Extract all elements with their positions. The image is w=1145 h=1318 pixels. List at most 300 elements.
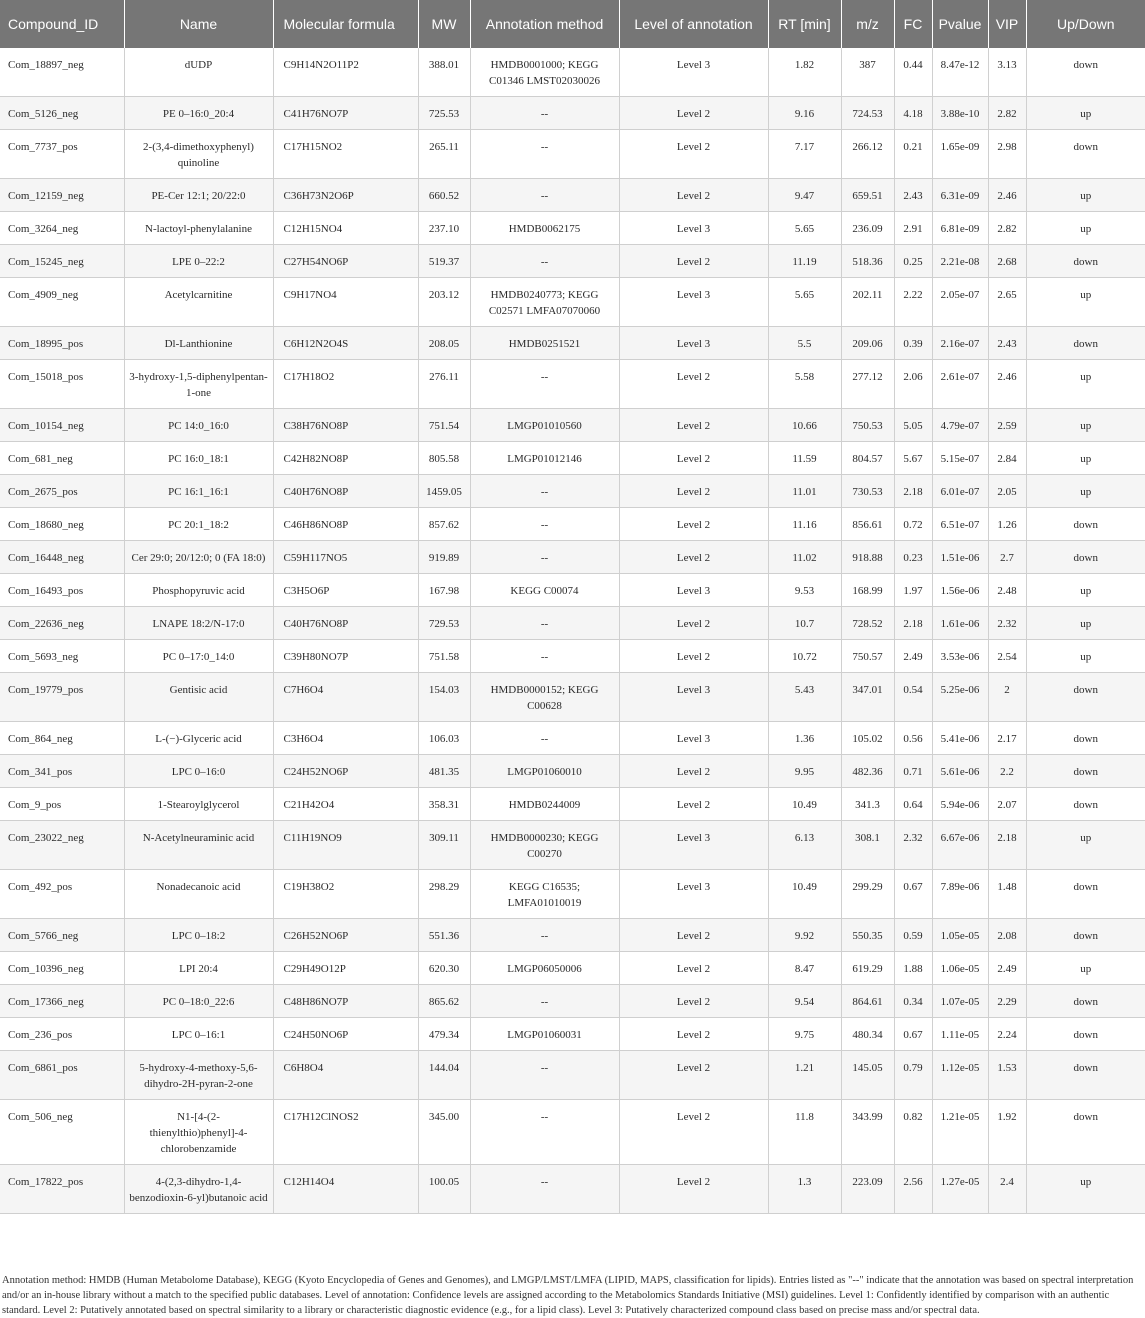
cell-rt: 1.21 [768,1051,841,1100]
cell-compound-id: Com_15245_neg [0,245,124,278]
cell-annotation-method: KEGG C16535; LMFA01010019 [470,870,619,919]
cell-annotation-method: HMDB0244009 [470,788,619,821]
table-row [0,985,1145,1018]
cell-annotation-method: LMGP01010560 [470,409,619,442]
cell-compound-id: Com_6861_pos [0,1051,124,1100]
cell-mz: 750.53 [841,409,894,442]
cell-name: PC 0–17:0_14:0 [124,640,273,673]
cell-mw: 865.62 [418,985,470,1018]
table-row [0,442,1145,475]
cell-name: 2-(3,4-dimethoxyphenyl) quinoline [124,130,273,179]
cell-vip: 2 [988,673,1026,722]
cell-vip: 2.59 [988,409,1026,442]
cell-rt: 5.65 [768,278,841,327]
cell-rt: 11.19 [768,245,841,278]
cell-rt: 9.92 [768,919,841,952]
cell-level-of-annotation: Level 2 [619,952,768,985]
cell-fc: 0.54 [894,673,932,722]
cell-up-down: down [1026,870,1145,919]
cell-vip: 2.07 [988,788,1026,821]
cell-mw: 106.03 [418,722,470,755]
cell-mw: 729.53 [418,607,470,640]
cell-pvalue: 1.27e-05 [932,1165,988,1214]
cell-pvalue: 1.07e-05 [932,985,988,1018]
cell-fc: 0.71 [894,755,932,788]
cell-mw: 237.10 [418,212,470,245]
cell-pvalue: 6.67e-06 [932,821,988,870]
cell-pvalue: 1.12e-05 [932,1051,988,1100]
cell-fc: 2.22 [894,278,932,327]
cell-annotation-method: HMDB0062175 [470,212,619,245]
table-row [0,327,1145,360]
table-row [0,755,1145,788]
cell-fc: 4.18 [894,97,932,130]
cell-vip: 2.2 [988,755,1026,788]
cell-fc: 0.82 [894,1100,932,1165]
cell-level-of-annotation: Level 2 [619,788,768,821]
header-level-of-annotation: Level of annotation [619,0,768,48]
cell-fc: 5.05 [894,409,932,442]
cell-vip: 2.46 [988,360,1026,409]
cell-pvalue: 4.79e-07 [932,409,988,442]
cell-fc: 0.67 [894,1018,932,1051]
table-row [0,919,1145,952]
cell-mz: 299.29 [841,870,894,919]
table-body [0,48,1145,1214]
table-row [0,821,1145,870]
cell-compound-id: Com_16448_neg [0,541,124,574]
cell-vip: 2.29 [988,985,1026,1018]
cell-fc: 0.56 [894,722,932,755]
header-row [0,0,1145,48]
cell-fc: 2.43 [894,179,932,212]
cell-pvalue: 1.05e-05 [932,919,988,952]
cell-name: PC 16:0_18:1 [124,442,273,475]
cell-mz: 105.02 [841,722,894,755]
table-row [0,607,1145,640]
cell-pvalue: 1.61e-06 [932,607,988,640]
cell-mw: 203.12 [418,278,470,327]
cell-vip: 2.18 [988,821,1026,870]
cell-fc: 2.49 [894,640,932,673]
cell-molecular-formula: C6H8O4 [273,1051,418,1100]
cell-mz: 918.88 [841,541,894,574]
cell-vip: 2.98 [988,130,1026,179]
cell-annotation-method: HMDB0001000; KEGG C01346 LMST02030026 [470,48,619,97]
cell-compound-id: Com_4909_neg [0,278,124,327]
cell-vip: 2.49 [988,952,1026,985]
cell-fc: 0.44 [894,48,932,97]
cell-molecular-formula: C17H18O2 [273,360,418,409]
cell-rt: 5.58 [768,360,841,409]
table-row [0,48,1145,97]
cell-vip: 2.43 [988,327,1026,360]
cell-mw: 298.29 [418,870,470,919]
cell-level-of-annotation: Level 2 [619,919,768,952]
cell-compound-id: Com_492_pos [0,870,124,919]
cell-annotation-method: -- [470,1165,619,1214]
cell-level-of-annotation: Level 2 [619,541,768,574]
cell-mw: 751.54 [418,409,470,442]
cell-annotation-method: LMGP01060010 [470,755,619,788]
cell-rt: 11.8 [768,1100,841,1165]
cell-molecular-formula: C17H12ClNOS2 [273,1100,418,1165]
cell-up-down: down [1026,327,1145,360]
cell-name: 5-hydroxy-4-methoxy-5,6-dihydro-2H-pyran-2-one [124,1051,273,1100]
cell-annotation-method: HMDB0251521 [470,327,619,360]
cell-molecular-formula: C12H15NO4 [273,212,418,245]
cell-level-of-annotation: Level 2 [619,409,768,442]
cell-up-down: up [1026,360,1145,409]
cell-mz: 343.99 [841,1100,894,1165]
cell-annotation-method: -- [470,1051,619,1100]
cell-mw: 551.36 [418,919,470,952]
table-row [0,1051,1145,1100]
cell-level-of-annotation: Level 3 [619,48,768,97]
table-row [0,475,1145,508]
cell-mz: 728.52 [841,607,894,640]
cell-mz: 864.61 [841,985,894,1018]
cell-mw: 725.53 [418,97,470,130]
table-row [0,1100,1145,1165]
cell-rt: 9.16 [768,97,841,130]
cell-vip: 2.54 [988,640,1026,673]
cell-mz: 145.05 [841,1051,894,1100]
cell-fc: 1.97 [894,574,932,607]
header-name: Name [124,0,273,48]
cell-compound-id: Com_681_neg [0,442,124,475]
cell-fc: 1.88 [894,952,932,985]
cell-name: Gentisic acid [124,673,273,722]
cell-level-of-annotation: Level 2 [619,607,768,640]
cell-fc: 0.79 [894,1051,932,1100]
cell-up-down: down [1026,508,1145,541]
cell-annotation-method: -- [470,607,619,640]
table-footnote: Annotation method: HMDB (Human Metabolome Database), KEGG (Kyoto Encyclopedia of Genes and Genomes), and LMGP/LMST/LMFA (LIPID, MAPS, classification for lipids). Entries listed as "--" indicate that the annotation was based on spectral interpretation and/or an in-house library without a match to the specified public databases. Level of annotation: Confidence levels are assigned according to the Metabolomics Standards Initiative (MSI) guidelines. Level 1: Confidently identified by comparison with an authentic standard. Level 2: Putatively annotated based on spectral similarity to a library or characteristic diagnostic evidence (e.g., for a lipid class). Level 3: Putatively characterized compound class based on precise mass and/or spectral data. [2,1275,1134,1316]
cell-rt: 11.01 [768,475,841,508]
cell-fc: 2.18 [894,475,932,508]
cell-level-of-annotation: Level 2 [619,640,768,673]
cell-vip: 2.68 [988,245,1026,278]
table-row [0,722,1145,755]
cell-annotation-method: LMGP01012146 [470,442,619,475]
cell-fc: 0.25 [894,245,932,278]
cell-vip: 2.7 [988,541,1026,574]
cell-pvalue: 5.41e-06 [932,722,988,755]
cell-vip: 2.46 [988,179,1026,212]
cell-vip: 3.13 [988,48,1026,97]
cell-rt: 9.54 [768,985,841,1018]
cell-annotation-method: HMDB0000230; KEGG C00270 [470,821,619,870]
cell-annotation-method: HMDB0240773; KEGG C02571 LMFA07070060 [470,278,619,327]
cell-molecular-formula: C6H12N2O4S [273,327,418,360]
cell-level-of-annotation: Level 2 [619,245,768,278]
header-pvalue: Pvalue [932,0,988,48]
cell-level-of-annotation: Level 2 [619,985,768,1018]
cell-name: PC 20:1_18:2 [124,508,273,541]
cell-fc: 0.23 [894,541,932,574]
cell-molecular-formula: C46H86NO8P [273,508,418,541]
cell-mw: 208.05 [418,327,470,360]
cell-molecular-formula: C3H5O6P [273,574,418,607]
cell-molecular-formula: C42H82NO8P [273,442,418,475]
cell-mz: 308.1 [841,821,894,870]
cell-mz: 619.29 [841,952,894,985]
cell-mz: 347.01 [841,673,894,722]
cell-annotation-method: KEGG C00074 [470,574,619,607]
cell-vip: 1.48 [988,870,1026,919]
cell-up-down: up [1026,574,1145,607]
cell-name: 4-(2,3-dihydro-1,4-benzodioxin-6-yl)butanoic acid [124,1165,273,1214]
cell-up-down: up [1026,952,1145,985]
cell-fc: 0.64 [894,788,932,821]
cell-mw: 388.01 [418,48,470,97]
cell-level-of-annotation: Level 2 [619,755,768,788]
cell-mw: 358.31 [418,788,470,821]
cell-up-down: up [1026,212,1145,245]
cell-up-down: up [1026,1165,1145,1214]
cell-level-of-annotation: Level 3 [619,821,768,870]
cell-pvalue: 1.51e-06 [932,541,988,574]
cell-pvalue: 6.01e-07 [932,475,988,508]
cell-fc: 5.67 [894,442,932,475]
cell-annotation-method: -- [470,475,619,508]
cell-vip: 2.05 [988,475,1026,508]
cell-rt: 10.49 [768,788,841,821]
cell-rt: 11.16 [768,508,841,541]
cell-rt: 10.49 [768,870,841,919]
cell-level-of-annotation: Level 2 [619,360,768,409]
cell-mz: 518.36 [841,245,894,278]
cell-level-of-annotation: Level 3 [619,870,768,919]
cell-mw: 265.11 [418,130,470,179]
cell-vip: 2.82 [988,212,1026,245]
cell-up-down: down [1026,1051,1145,1100]
cell-fc: 0.72 [894,508,932,541]
cell-name: Dl-Lanthionine [124,327,273,360]
cell-compound-id: Com_10154_neg [0,409,124,442]
cell-rt: 1.36 [768,722,841,755]
cell-pvalue: 1.21e-05 [932,1100,988,1165]
table-row [0,673,1145,722]
cell-level-of-annotation: Level 2 [619,1100,768,1165]
cell-mz: 750.57 [841,640,894,673]
header-up-down: Up/Down [1026,0,1145,48]
cell-pvalue: 1.65e-09 [932,130,988,179]
header-compound-id: Compound_ID [0,0,124,48]
cell-rt: 10.66 [768,409,841,442]
cell-up-down: down [1026,130,1145,179]
cell-name: LPC 0–18:2 [124,919,273,952]
cell-pvalue: 1.06e-05 [932,952,988,985]
cell-pvalue: 1.56e-06 [932,574,988,607]
cell-rt: 9.47 [768,179,841,212]
cell-vip: 2.08 [988,919,1026,952]
header-vip: VIP [988,0,1026,48]
cell-vip: 2.48 [988,574,1026,607]
cell-annotation-method: -- [470,985,619,1018]
cell-annotation-method: -- [470,130,619,179]
cell-pvalue: 5.61e-06 [932,755,988,788]
cell-vip: 2.32 [988,607,1026,640]
cell-level-of-annotation: Level 2 [619,130,768,179]
cell-mw: 1459.05 [418,475,470,508]
cell-compound-id: Com_18897_neg [0,48,124,97]
cell-up-down: down [1026,788,1145,821]
cell-mw: 479.34 [418,1018,470,1051]
cell-compound-id: Com_5766_neg [0,919,124,952]
cell-level-of-annotation: Level 2 [619,442,768,475]
cell-level-of-annotation: Level 2 [619,508,768,541]
cell-annotation-method: -- [470,360,619,409]
header-mz: m/z [841,0,894,48]
cell-molecular-formula: C19H38O2 [273,870,418,919]
cell-mz: 856.61 [841,508,894,541]
cell-up-down: up [1026,607,1145,640]
cell-mz: 482.36 [841,755,894,788]
cell-mz: 659.51 [841,179,894,212]
cell-up-down: up [1026,179,1145,212]
cell-pvalue: 5.15e-07 [932,442,988,475]
header-annotation-method: Annotation method [470,0,619,48]
cell-up-down: down [1026,1018,1145,1051]
cell-mz: 804.57 [841,442,894,475]
cell-name: LNAPE 18:2/N-17:0 [124,607,273,640]
cell-up-down: down [1026,245,1145,278]
table-row [0,1018,1145,1051]
cell-level-of-annotation: Level 3 [619,327,768,360]
table-row [0,640,1145,673]
cell-fc: 2.18 [894,607,932,640]
cell-mw: 309.11 [418,821,470,870]
cell-molecular-formula: C26H52NO6P [273,919,418,952]
cell-name: dUDP [124,48,273,97]
cell-rt: 9.95 [768,755,841,788]
cell-compound-id: Com_19779_pos [0,673,124,722]
cell-pvalue: 2.21e-08 [932,245,988,278]
cell-level-of-annotation: Level 2 [619,475,768,508]
cell-name: LPC 0–16:1 [124,1018,273,1051]
cell-pvalue: 2.16e-07 [932,327,988,360]
cell-molecular-formula: C40H76NO8P [273,607,418,640]
cell-vip: 2.4 [988,1165,1026,1214]
cell-annotation-method: -- [470,541,619,574]
cell-molecular-formula: C12H14O4 [273,1165,418,1214]
cell-annotation-method: -- [470,640,619,673]
cell-mz: 209.06 [841,327,894,360]
cell-mz: 730.53 [841,475,894,508]
cell-mz: 341.3 [841,788,894,821]
cell-compound-id: Com_341_pos [0,755,124,788]
cell-name: LPI 20:4 [124,952,273,985]
cell-level-of-annotation: Level 3 [619,212,768,245]
cell-level-of-annotation: Level 2 [619,1018,768,1051]
cell-mw: 857.62 [418,508,470,541]
cell-molecular-formula: C39H80NO7P [273,640,418,673]
cell-compound-id: Com_18680_neg [0,508,124,541]
cell-name: LPC 0–16:0 [124,755,273,788]
cell-level-of-annotation: Level 3 [619,722,768,755]
cell-mz: 168.99 [841,574,894,607]
cell-rt: 8.47 [768,952,841,985]
cell-annotation-method: HMDB0000152; KEGG C00628 [470,673,619,722]
cell-up-down: up [1026,640,1145,673]
cell-molecular-formula: C24H52NO6P [273,755,418,788]
cell-name: PC 16:1_16:1 [124,475,273,508]
table-row [0,179,1145,212]
cell-fc: 0.34 [894,985,932,1018]
cell-compound-id: Com_9_pos [0,788,124,821]
cell-molecular-formula: C9H14N2O11P2 [273,48,418,97]
cell-annotation-method: -- [470,722,619,755]
cell-molecular-formula: C38H76NO8P [273,409,418,442]
cell-compound-id: Com_7737_pos [0,130,124,179]
cell-pvalue: 6.51e-07 [932,508,988,541]
cell-vip: 2.24 [988,1018,1026,1051]
table-row [0,952,1145,985]
cell-compound-id: Com_3264_neg [0,212,124,245]
cell-molecular-formula: C24H50NO6P [273,1018,418,1051]
cell-mz: 223.09 [841,1165,894,1214]
cell-molecular-formula: C40H76NO8P [273,475,418,508]
cell-annotation-method: -- [470,97,619,130]
table-row [0,130,1145,179]
cell-compound-id: Com_506_neg [0,1100,124,1165]
cell-up-down: down [1026,48,1145,97]
table-row [0,97,1145,130]
cell-mw: 751.58 [418,640,470,673]
cell-vip: 2.84 [988,442,1026,475]
cell-up-down: up [1026,409,1145,442]
cell-annotation-method: -- [470,179,619,212]
cell-molecular-formula: C27H54NO6P [273,245,418,278]
cell-compound-id: Com_18995_pos [0,327,124,360]
cell-up-down: down [1026,919,1145,952]
cell-annotation-method: LMGP06050006 [470,952,619,985]
cell-pvalue: 2.05e-07 [932,278,988,327]
cell-vip: 1.92 [988,1100,1026,1165]
cell-up-down: down [1026,1100,1145,1165]
table-header [0,0,1145,48]
cell-level-of-annotation: Level 3 [619,673,768,722]
cell-vip: 2.17 [988,722,1026,755]
cell-mz: 236.09 [841,212,894,245]
table-row [0,212,1145,245]
cell-molecular-formula: C59H117NO5 [273,541,418,574]
table-row [0,245,1145,278]
header-molecular-formula: Molecular formula [273,0,418,48]
cell-level-of-annotation: Level 2 [619,1165,768,1214]
cell-compound-id: Com_2675_pos [0,475,124,508]
table-row [0,788,1145,821]
cell-rt: 5.5 [768,327,841,360]
cell-mw: 276.11 [418,360,470,409]
cell-rt: 6.13 [768,821,841,870]
cell-level-of-annotation: Level 3 [619,278,768,327]
table-row [0,574,1145,607]
cell-rt: 11.02 [768,541,841,574]
cell-pvalue: 6.81e-09 [932,212,988,245]
table-row [0,1165,1145,1214]
cell-mw: 167.98 [418,574,470,607]
cell-mw: 660.52 [418,179,470,212]
cell-pvalue: 5.94e-06 [932,788,988,821]
cell-vip: 1.26 [988,508,1026,541]
cell-level-of-annotation: Level 3 [619,574,768,607]
cell-molecular-formula: C7H6O4 [273,673,418,722]
cell-molecular-formula: C48H86NO7P [273,985,418,1018]
cell-compound-id: Com_864_neg [0,722,124,755]
